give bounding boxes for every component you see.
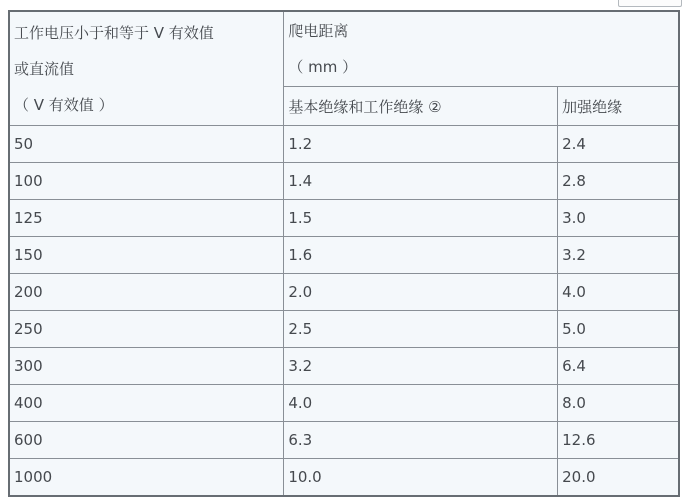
basic-insulation-cell: 2.5 — [284, 311, 558, 348]
cropped-ui-fragment — [618, 0, 682, 7]
basic-insulation-cell: 2.0 — [284, 274, 558, 311]
table-row — [9, 348, 679, 385]
basic-insulation-cell: 3.2 — [284, 348, 558, 385]
voltage-cell: 150 — [9, 237, 284, 274]
table-row — [9, 274, 679, 311]
creepage-header-cell — [284, 11, 679, 87]
reinforced-insulation-cell: 2.4 — [558, 126, 679, 163]
voltage-cell: 50 — [9, 126, 284, 163]
table-row — [9, 237, 679, 274]
voltage-header-line1: 工作电压小于和等于 V 有效值 — [14, 23, 214, 42]
creepage-header-title: 爬电距离 — [288, 22, 349, 40]
voltage-cell: 200 — [9, 274, 284, 311]
basic-insulation-cell: 1.2 — [284, 126, 558, 163]
table-row — [9, 163, 679, 200]
table-row — [9, 385, 679, 422]
voltage-cell: 125 — [9, 200, 284, 237]
voltage-header-line2: 或直流值 — [14, 59, 75, 78]
voltage-cell: 300 — [9, 348, 284, 385]
creepage-header-unit: （ mm ） — [288, 58, 358, 76]
table-row — [9, 126, 679, 163]
table-row — [9, 311, 679, 348]
header-row-top — [9, 11, 679, 87]
reinforced-insulation-cell: 8.0 — [558, 385, 679, 422]
reinforced-insulation-cell: 4.0 — [558, 274, 679, 311]
basic-insulation-cell: 1.4 — [284, 163, 558, 200]
table-row — [9, 459, 679, 497]
basic-insulation-cell: 6.3 — [284, 422, 558, 459]
reinforced-insulation-header-cell: 加强绝缘 — [558, 87, 679, 126]
basic-insulation-header-cell: 基本绝缘和工作绝缘 ② — [284, 87, 558, 126]
basic-insulation-cell: 1.5 — [284, 200, 558, 237]
basic-insulation-cell: 1.6 — [284, 237, 558, 274]
reinforced-insulation-cell: 6.4 — [558, 348, 679, 385]
reinforced-insulation-cell: 5.0 — [558, 311, 679, 348]
voltage-header-line3: （ V 有效值 ） — [14, 95, 114, 114]
voltage-cell: 400 — [9, 385, 284, 422]
basic-insulation-cell: 10.0 — [284, 459, 558, 497]
reinforced-insulation-cell: 12.6 — [558, 422, 679, 459]
voltage-cell: 100 — [9, 163, 284, 200]
reinforced-insulation-cell: 2.8 — [558, 163, 679, 200]
voltage-cell: 250 — [9, 311, 284, 348]
reinforced-insulation-cell: 20.0 — [558, 459, 679, 497]
voltage-cell: 1000 — [9, 459, 284, 497]
reinforced-insulation-cell: 3.0 — [558, 200, 679, 237]
creepage-distance-table — [8, 10, 680, 497]
voltage-header-cell — [9, 11, 284, 126]
table-row — [9, 422, 679, 459]
table-row — [9, 200, 679, 237]
voltage-cell: 600 — [9, 422, 284, 459]
reinforced-insulation-cell: 3.2 — [558, 237, 679, 274]
basic-insulation-cell: 4.0 — [284, 385, 558, 422]
